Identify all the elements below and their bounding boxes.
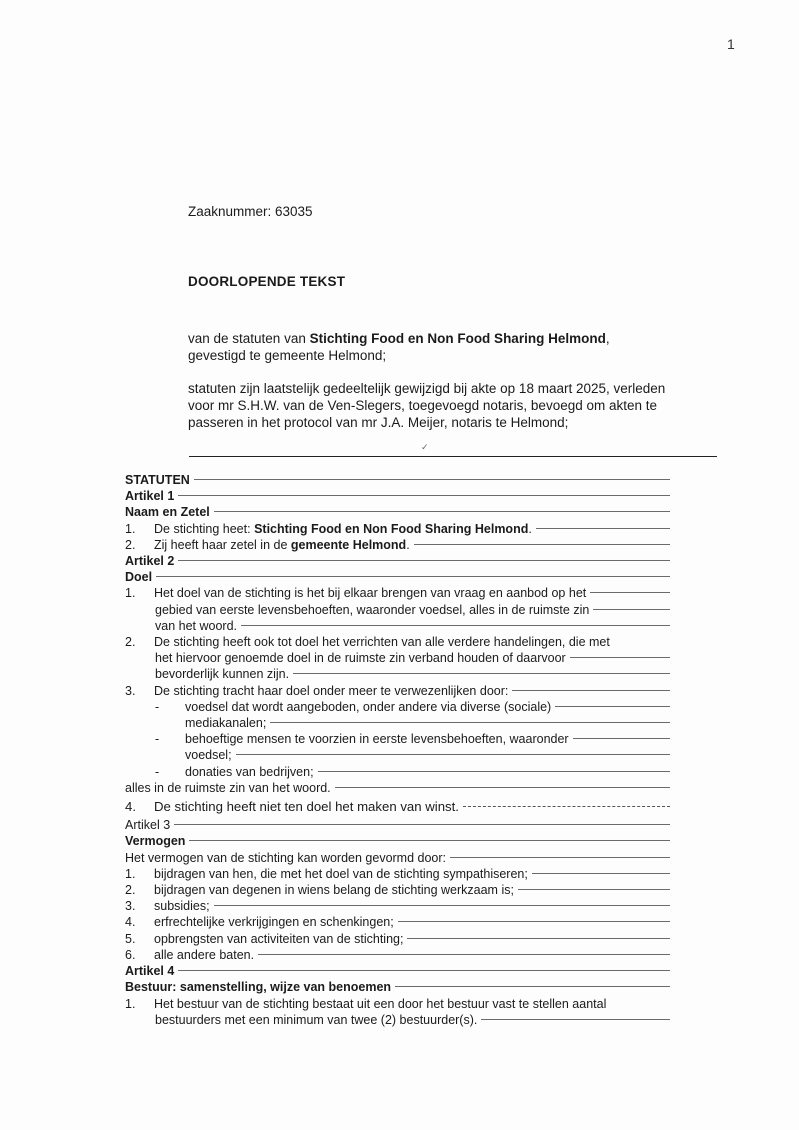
item-number: 1. bbox=[125, 521, 136, 536]
article-3-item-4 bbox=[125, 914, 670, 930]
article-4-item-1-line-2 bbox=[125, 1012, 670, 1028]
item-number: 3. bbox=[125, 683, 136, 698]
article-2-heading-line bbox=[125, 569, 670, 585]
item-text: De stichting tracht haar doel onder meer te verwezenlijken door: bbox=[154, 683, 509, 698]
item-number: 1. bbox=[125, 866, 136, 881]
intro-paragraph bbox=[188, 330, 728, 364]
intro-seat: gevestigd te gemeente Helmond; bbox=[188, 348, 387, 363]
article-1-label-line bbox=[125, 488, 670, 504]
item-text: De stichting heeft ook tot doel het verrichten van alle verdere handelingen, die met bbox=[154, 635, 610, 650]
bullet: - bbox=[155, 732, 160, 747]
item-number: 1. bbox=[125, 996, 136, 1011]
article-2-item-3 bbox=[125, 683, 670, 699]
article-2-item-2-line-3 bbox=[125, 666, 670, 682]
document-heading: DOORLOPENDE TEKST bbox=[188, 274, 346, 289]
article-2-label: Artikel 2 bbox=[125, 554, 175, 569]
article-1-heading-line bbox=[125, 504, 670, 520]
item-text: subsidies; bbox=[154, 899, 210, 914]
item-number: 4. bbox=[125, 915, 136, 930]
intro-prefix: van de statuten van bbox=[188, 331, 310, 346]
article-2-heading: Doel bbox=[125, 570, 153, 585]
bullet-3 bbox=[125, 764, 670, 780]
article-1-item-2 bbox=[125, 537, 670, 553]
article-4-item-1-line-1 bbox=[125, 996, 670, 1012]
item-text: Het doel van de stichting is het bij elkaar brengen van vraag en aanbod op het bbox=[154, 586, 587, 601]
bullet-text: voedsel; bbox=[185, 748, 232, 763]
article-3-item-6 bbox=[125, 947, 670, 963]
item-end: . bbox=[528, 521, 532, 536]
amendment-line: voor mr S.H.W. van de Ven-Slegers, toegevoegd notaris, bevoegd om akten te bbox=[188, 398, 658, 413]
amendment-line: statuten zijn laatstelijk gedeeltelijk gewijzigd bij akte op 18 maart 2025, verleden bbox=[188, 381, 666, 396]
item-text: erfrechtelijke verkrijgingen en schenkingen; bbox=[154, 915, 394, 930]
separator-line bbox=[189, 456, 717, 457]
amendment-paragraph bbox=[188, 380, 728, 431]
bullet-2-line-1 bbox=[125, 731, 670, 747]
page-number: 1 bbox=[727, 36, 735, 52]
item-text: De stichting heeft niet ten doel het maken van winst. bbox=[154, 799, 459, 815]
article-3-label-line bbox=[125, 817, 670, 833]
item-bold: gemeente Helmond bbox=[290, 537, 407, 552]
article-3-item-3 bbox=[125, 898, 670, 914]
article-2-label-line bbox=[125, 553, 670, 569]
bullet-text: voedsel dat wordt aangeboden, onder andere via diverse (sociale) bbox=[185, 699, 552, 714]
item-number: 4. bbox=[125, 799, 136, 815]
bullet-2-line-2 bbox=[125, 747, 670, 763]
statutes-body bbox=[125, 472, 670, 1028]
item-number: 2. bbox=[125, 635, 136, 650]
article-2-item-2-line-1 bbox=[125, 634, 670, 650]
article-4-label: Artikel 4 bbox=[125, 964, 175, 979]
statutes-title: STATUTEN bbox=[125, 473, 190, 487]
foundation-name: Stichting Food en Non Food Sharing Helmond bbox=[309, 331, 606, 346]
item-number: 2. bbox=[125, 883, 136, 898]
item-text: Zij heeft haar zetel in de bbox=[154, 537, 291, 552]
item-number: 6. bbox=[125, 947, 136, 962]
item-text: het hiervoor genoemde doel in de ruimste zin verband houden of daarvoor bbox=[155, 651, 566, 666]
article-4-heading: Bestuur: samenstelling, wijze van benoemen bbox=[125, 980, 392, 995]
article-3-intro-text: Het vermogen van de stichting kan worden gevormd door: bbox=[125, 850, 447, 865]
item-text: gebied van eerste levensbehoeften, waaronder voedsel, alles in de ruimste zin bbox=[155, 602, 590, 617]
item-text: bevorderlijk kunnen zijn. bbox=[155, 667, 290, 682]
article-3-item-2 bbox=[125, 882, 670, 898]
article-4-heading-line bbox=[125, 979, 670, 995]
case-number: Zaaknummer: 63035 bbox=[188, 204, 313, 219]
item-text: bijdragen van degenen in wiens belang de stichting werkzaam is; bbox=[154, 883, 514, 898]
article-3-intro bbox=[125, 850, 670, 866]
item-number: 3. bbox=[125, 899, 136, 914]
article-2-item-1-line-3 bbox=[125, 618, 670, 634]
item-number: 5. bbox=[125, 931, 136, 946]
article-3-heading-line bbox=[125, 833, 670, 849]
item-text: van het woord. bbox=[155, 618, 237, 633]
bullet-text: behoeftige mensen te voorzien in eerste levensbehoeften, waaronder bbox=[185, 732, 569, 747]
article-1-heading: Naam en Zetel bbox=[125, 505, 210, 520]
bullet-text: donaties van bedrijven; bbox=[185, 764, 314, 779]
article-2-item-1-line-2 bbox=[125, 602, 670, 618]
item-text: alle andere baten. bbox=[154, 947, 255, 962]
article-4-label-line bbox=[125, 963, 670, 979]
article-2-item-4 bbox=[125, 799, 670, 815]
article-2-item-1-line-1 bbox=[125, 585, 670, 601]
item-text: bestuurders met een minimum van twee (2) bestuurder(s). bbox=[155, 1012, 478, 1027]
article-2-item-2-line-2 bbox=[125, 650, 670, 666]
closing-text: alles in de ruimste zin van het woord. bbox=[125, 780, 331, 795]
intro-suffix: , bbox=[605, 331, 610, 346]
document-header bbox=[188, 203, 728, 431]
item-number: 1. bbox=[125, 586, 136, 601]
item-end: . bbox=[406, 537, 410, 552]
bullet: - bbox=[155, 764, 160, 779]
article-3-heading: Vermogen bbox=[125, 834, 186, 849]
article-3-label: Artikel 3 bbox=[125, 818, 171, 833]
item-number: 2. bbox=[125, 537, 136, 552]
item-text: Het bestuur van de stichting bestaat uit een door het bestuur vast te stellen aantal bbox=[154, 996, 607, 1011]
article-1-label: Artikel 1 bbox=[125, 489, 175, 504]
article-3-item-5 bbox=[125, 931, 670, 947]
bullet-text: mediakanalen; bbox=[185, 716, 267, 731]
scan-mark: ✓ bbox=[421, 442, 429, 452]
item-text: bijdragen van hen, die met het doel van de stichting sympathiseren; bbox=[154, 866, 528, 881]
article-3-item-1 bbox=[125, 866, 670, 882]
item-text: De stichting heet: bbox=[154, 521, 255, 536]
statutes-title-line bbox=[125, 472, 670, 488]
bullet: - bbox=[155, 699, 160, 714]
bullet-1-line-2 bbox=[125, 715, 670, 731]
item-bold: Stichting Food en Non Food Sharing Helmond bbox=[254, 521, 529, 536]
amendment-line: passeren in het protocol van mr J.A. Meijer, notaris te Helmond; bbox=[188, 415, 569, 430]
article-1-item-1 bbox=[125, 521, 670, 537]
item-text: opbrengsten van activiteiten van de stichting; bbox=[154, 931, 404, 946]
article-2-closing bbox=[125, 780, 670, 796]
bullet-1-line-1 bbox=[125, 699, 670, 715]
